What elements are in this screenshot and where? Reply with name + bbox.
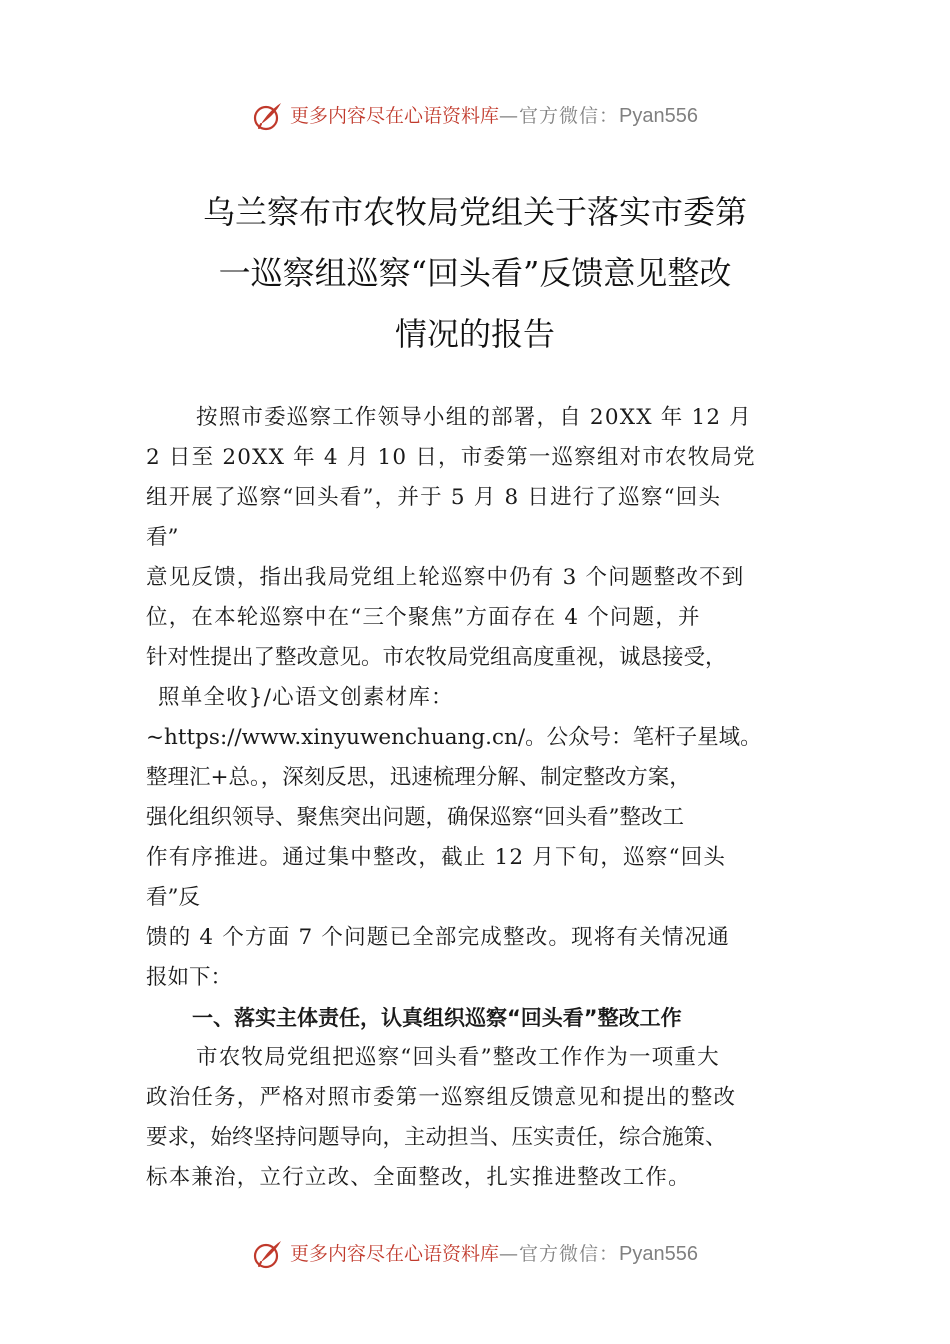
body-line: ~https://www.xinyuwenchuang.cn/。公众号：笔杆子星域。 <box>146 725 762 750</box>
quill-pen-logo-icon <box>252 100 284 132</box>
body-line: 照单全收}/心语文创素材库： <box>158 685 454 710</box>
section-heading: 一、落实主体责任，认真组织巡察“回头看”整改工作 <box>192 1006 682 1030</box>
section-line: 标本兼治，立行立改、全面整改，扎实推进整改工作。 <box>146 1165 691 1190</box>
body-line: 意见反馈，指出我局党组上轮巡察中仍有 3 个问题整改不到 <box>146 565 745 590</box>
body-line: 针对性提出了整改意见。市农牧局党组高度重视，诚恳接受， <box>146 645 727 670</box>
body-line: 作有序推进。通过集中整改，截止 12 月下旬，巡察“回头 <box>146 845 727 870</box>
watermark-wechat-label: —官方微信： <box>499 105 620 127</box>
watermark-site-text: 更多内容尽在心语资料库 <box>290 105 500 127</box>
quill-pen-logo-icon <box>252 1238 284 1270</box>
watermark-wechat-label: —官方微信： <box>499 1243 620 1265</box>
document-title <box>0 182 950 365</box>
watermark-wechat-id: Pyan556 <box>619 1243 698 1265</box>
title-line: 乌兰察布市农牧局党组关于落实市委第 <box>202 193 747 231</box>
document-body <box>146 398 826 1198</box>
title-line: 情况的报告 <box>394 315 555 353</box>
body-line: 强化组织领导、聚焦突出问题，确保巡察“回头看”整改工 <box>146 805 684 830</box>
body-line: 按照市委巡察工作领导小组的部署，自 20XX 年 12 月 <box>196 405 752 430</box>
body-line: 位，在本轮巡察中在“三个聚焦”方面存在 4 个问题，并 <box>146 605 701 630</box>
header-watermark <box>0 100 950 132</box>
body-line: 整理汇+总。，深刻反思，迅速梳理分解、制定整改方案， <box>146 765 691 790</box>
body-line: 2 日至 20XX 年 4 月 10 日，市委第一巡察组对市农牧局党 <box>146 445 756 470</box>
section-line: 市农牧局党组把巡察“回头看”整改工作作为一项重大 <box>196 1045 720 1070</box>
section-line: 要求，始终坚持问题导向，主动担当、压实责任，综合施策、 <box>146 1125 727 1150</box>
body-line: 组开展了巡察“回头看”，并于 5 月 8 日进行了巡察“回头 <box>146 485 722 510</box>
body-line: 报如下： <box>146 965 233 990</box>
body-line: 馈的 4 个方面 7 个问题已全部完成整改。现将有关情况通 <box>146 925 730 950</box>
watermark-wechat-id: Pyan556 <box>619 105 698 127</box>
title-line: 一巡察组巡察“回头看”反馈意见整改 <box>218 254 732 292</box>
body-line: 看” <box>146 525 179 550</box>
section-line: 政治任务，严格对照市委第一巡察组反馈意见和提出的整改 <box>146 1085 737 1110</box>
body-line: 看”反 <box>146 885 200 910</box>
footer-watermark <box>0 1238 950 1270</box>
watermark-site-text: 更多内容尽在心语资料库 <box>290 1243 500 1265</box>
